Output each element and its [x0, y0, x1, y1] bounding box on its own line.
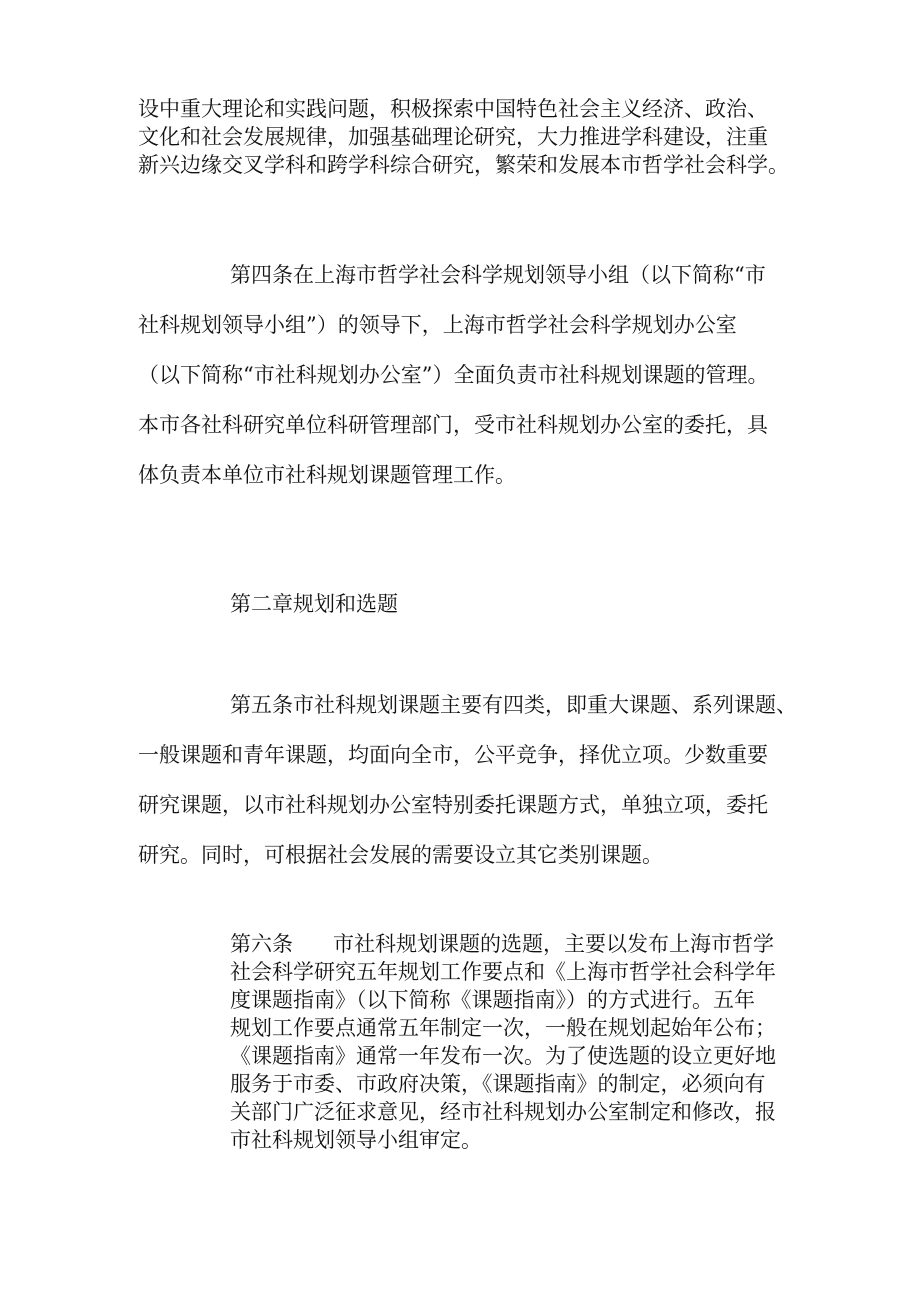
text-line: 市社科规划领导小组审定。	[230, 1128, 482, 1152]
article-5-paragraph	[138, 680, 797, 880]
text-line: （以下简称“市社科规划办公室”）全面负责市社科规划课题的管理。	[138, 363, 769, 387]
text-line: 研究。同时，可根据社会发展的需要设立其它类别课题。	[138, 843, 663, 867]
text-line: 社科规划领导小组”）的领导下，上海市哲学社会科学规划办公室	[138, 313, 737, 337]
text-line: 设中重大理论和实践问题，积极探索中国特色社会主义经济、政治、	[138, 97, 768, 121]
text-line: 《课题指南》通常一年发布一次。为了使选题的设立更好地	[230, 1044, 776, 1068]
article-6-label: 第六条	[230, 932, 293, 956]
article-4-paragraph	[138, 250, 788, 500]
text-line: 度课题指南》（以下简称《课题指南》）的方式进行。五年	[230, 988, 755, 1012]
text-line: 研究课题，以市社科规划办公室特别委托课题方式，单独立项，委托	[138, 793, 768, 817]
text-line: 新兴边缘交叉学科和跨学科综合研究，繁荣和发展本市哲学社会科学。	[138, 153, 789, 177]
text-line	[230, 930, 786, 958]
text-line: 第五条市社科规划课题主要有四类，即重大课题、系列课题、	[230, 693, 797, 717]
text-line: 本市各社科研究单位科研管理部门，受市社科规划办公室的委托，具	[138, 413, 768, 437]
text-line: 社会科学研究五年规划工作要点和《上海市哲学社会科学年	[230, 960, 776, 984]
paragraph-continuation	[138, 95, 789, 179]
text-line: 一般课题和青年课题，均面向全市，公平竞争，择优立项。少数重要	[138, 743, 768, 767]
chapter-2-heading: 第二章规划和选题	[230, 592, 398, 616]
text-line: 第四条在上海市哲学社会科学规划领导小组（以下简称“市	[230, 263, 766, 287]
text-line: 服务于市委、市政府决策，《课题指南》的制定，必须向有	[230, 1072, 766, 1096]
text-line: 文化和社会发展规律，加强基础理论研究，大力推进学科建设，注重	[138, 125, 768, 149]
article-6-paragraph	[230, 930, 786, 1154]
text-line: 关部门广泛征求意见，经市社科规划办公室制定和修改，报	[230, 1100, 776, 1124]
text-line: 体负责本单位市社科规划课题管理工作。	[138, 463, 516, 487]
article-6-first-line: 市社科规划课题的选题，主要以发布上海市哲学	[333, 932, 774, 956]
text-line: 规划工作要点通常五年制定一次，一般在规划起始年公布；	[230, 1016, 776, 1040]
